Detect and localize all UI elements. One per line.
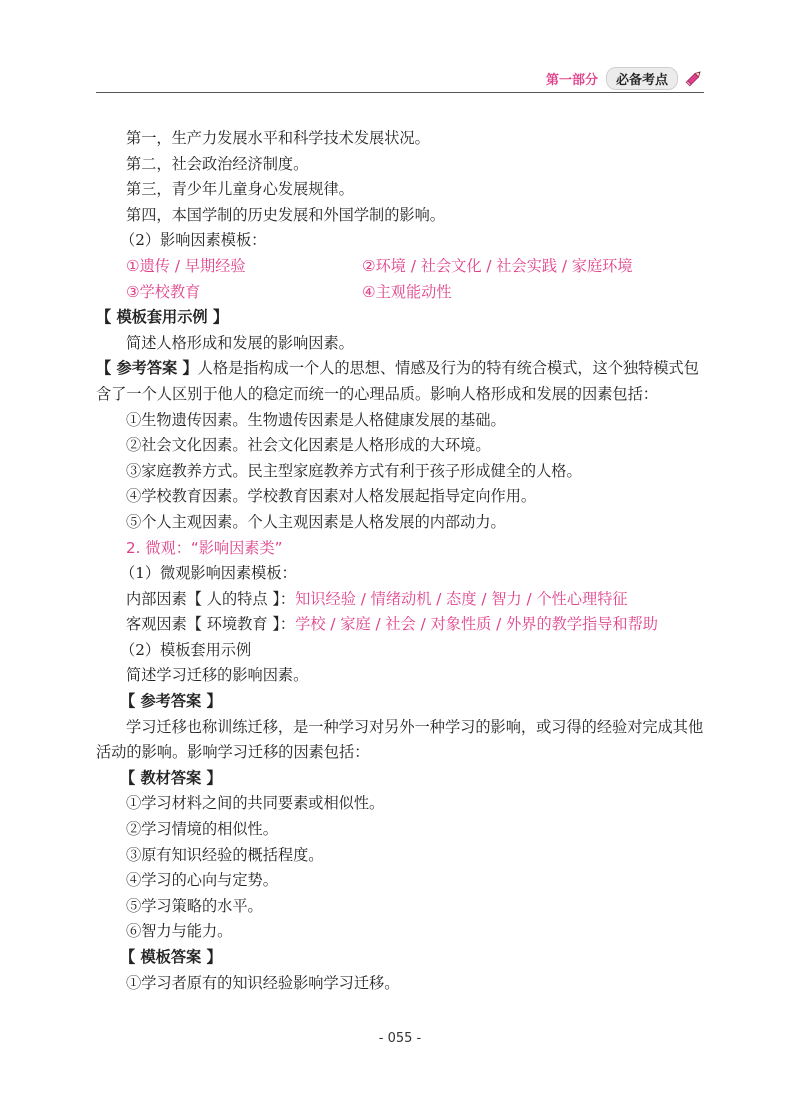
template-heading: （2）影响因素模板： [120, 231, 267, 250]
header-rule [96, 92, 704, 93]
page-number: - 055 - [378, 1031, 422, 1046]
transfer-question: 简述学习迁移的影响因素。 [126, 666, 309, 685]
template-item-4: ④主观能动性 [362, 282, 452, 301]
reference-answer-paragraph [96, 356, 708, 407]
transfer-factor-5: ⑤学习策略的水平。 [126, 896, 263, 915]
page-content [96, 126, 708, 996]
part-label: 第一部分 [545, 72, 598, 88]
factor-line-4: 第四，本国学制的历史发展和外国学制的影响。 [126, 205, 445, 224]
reference-answer-tag: 【 参考答案 】 [96, 359, 198, 378]
template-answer-heading: 【 模板答案 】 [120, 948, 222, 966]
personality-factor-2: ②社会文化因素。社会文化因素是人格形成的大环境。 [126, 436, 491, 455]
personality-factor-4: ④学校教育因素。学校教育因素对人格发展起指导定向作用。 [126, 487, 537, 506]
template-row-1 [96, 254, 708, 280]
transfer-factor-3: ③原有知识经验的概括程度。 [126, 845, 324, 864]
section-badge: 必备考点 [606, 67, 678, 90]
transfer-factor-1: ①学习材料之间的共同要素或相似性。 [126, 794, 385, 813]
example-question: 简述人格形成和发展的影响因素。 [126, 333, 354, 352]
transfer-paragraph: 学习迁移也称训练迁移，是一种学习对另外一种学习的影响，或习得的经验对完成其他活动的影响。影响学习迁移的因素包括： [96, 717, 704, 762]
section-2-heading: 2. 微观：“影响因素类” [126, 538, 283, 557]
factor-line-3: 第三，青少年儿童身心发展规律。 [126, 180, 354, 199]
personality-factor-3: ③家庭教养方式。民主型家庭教养方式有利于孩子形成健全的人格。 [126, 461, 582, 480]
example-heading: 【 模板套用示例 】 [96, 308, 229, 327]
micro-template-heading: （1）微观影响因素模板： [120, 564, 297, 583]
transfer-factor-6: ⑥智力与能力。 [126, 922, 233, 941]
inner-factors-value: 知识经验 / 情绪动机 / 态度 / 智力 / 个性心理特征 [295, 589, 628, 608]
template-item-3: ③学校教育 [126, 282, 201, 301]
reference-answer-heading: 【 参考答案 】 [120, 692, 222, 711]
template-example-heading: （2）模板套用示例 [120, 640, 252, 659]
personality-factor-5: ⑤个人主观因素。个人主观因素是人格发展的内部动力。 [126, 512, 506, 531]
template-item-2: ②环境 / 社会文化 / 社会实践 / 家庭环境 [362, 256, 633, 275]
reference-answer-text: 人格是指构成一个人的思想、情感及行为的特有统合模式，这个独特模式包含了一个人区别于他人的稳定而统一的心理品质。影响人格形成和发展的因素包括： [96, 359, 699, 403]
outer-factors-value: 学校 / 家庭 / 社会 / 对象性质 / 外界的教学指导和帮助 [295, 615, 658, 634]
factor-line-1: 第一，生产力发展水平和科学技术发展状况。 [126, 129, 430, 147]
personality-factor-1: ①生物遗传因素。生物遗传因素是人格健康发展的基础。 [126, 410, 506, 429]
pencil-icon [684, 68, 704, 88]
outer-factors-line [96, 612, 708, 638]
outer-factors-label: 客观因素【 环境教育 】： [126, 615, 296, 634]
transfer-factor-4: ④学习的心向与定势。 [126, 871, 278, 890]
textbook-answer-heading: 【 教材答案 】 [120, 768, 222, 787]
template-row-2 [96, 280, 708, 306]
transfer-factor-2: ②学习情境的相似性。 [126, 820, 278, 839]
page-header [96, 64, 704, 92]
template-answer-1: ①学习者原有的知识经验影响学习迁移。 [126, 973, 400, 992]
inner-factors-line [96, 587, 708, 613]
template-item-1: ①遗传 / 早期经验 [126, 256, 246, 275]
inner-factors-label: 内部因素【 人的特点 】： [126, 589, 296, 608]
factor-line-2: 第二，社会政治经济制度。 [126, 154, 309, 173]
